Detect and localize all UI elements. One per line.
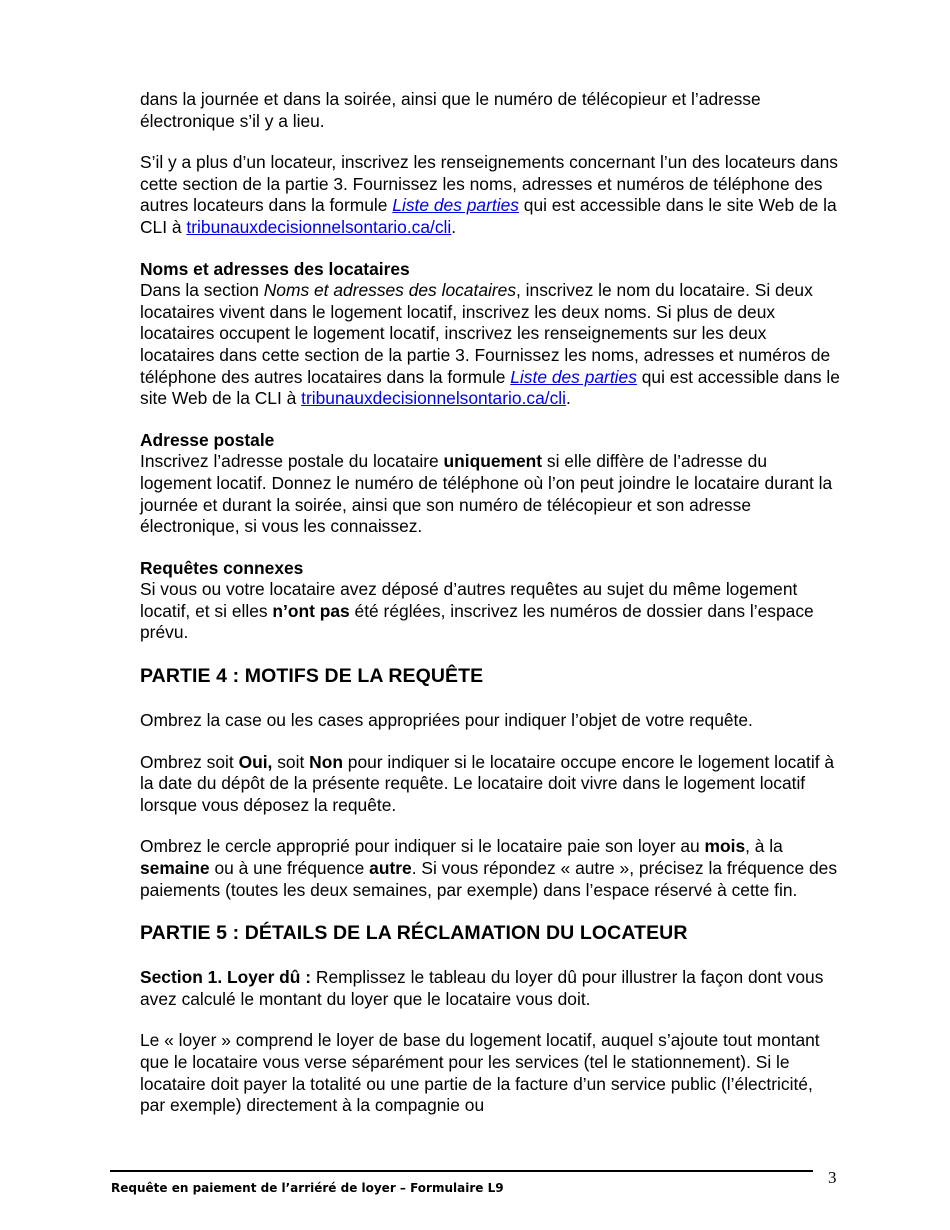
- landlords-text-3: .: [451, 216, 457, 237]
- landlords-text-1: S’il y a plus d’un locateur, inscrivez les renseignements concernant l’un des locateurs dans cette section de la partie 3. Fournissez les noms, adresses et numéros de téléphone des autres locateurs dans la formule: [140, 152, 838, 216]
- tenant-names-heading: Noms et adresses des locataires: [140, 258, 410, 279]
- footer-form-title: Requête en paiement de l’arriéré de loyer – Formulaire L9: [111, 1181, 504, 1195]
- tenants-text-2: , inscrivez le nom du locataire. Si deux locataires vivent dans le logement locatif, inscrivez les deux noms. Si plus de deux locataires occupent le logement locatif, inscrivez les renseignements sur les deux locataires dans cette section de la partie 3. Fournissez les noms, adresses et numéros de téléphone des autres locataires dans la formule: [140, 280, 831, 387]
- section-related-applications: [140, 558, 840, 644]
- part4-p3-text-4: . Si vous répondez « autre », précisez la fréquence des paiements (toutes les deux semaines, par exemple) dans l’espace réservé à cette fin.: [140, 858, 838, 900]
- related-applications-heading: Requêtes connexes: [140, 557, 304, 578]
- part4-p3-bold-week: semaine: [140, 858, 210, 879]
- part4-p3-text-3: ou à une fréquence: [209, 858, 370, 879]
- ltb-website-link-2[interactable]: tribunauxdecisionnelsontario.ca/cli: [301, 388, 567, 409]
- tenants-text-4: .: [566, 388, 571, 409]
- part-4-paragraph-3: [140, 836, 840, 901]
- liste-des-parties-link-2[interactable]: Liste des parties: [510, 366, 637, 387]
- page-body: [140, 89, 840, 1137]
- tenants-text-1: Dans la section: [140, 280, 264, 301]
- part4-p1-text: Ombrez la case ou les cases appropriées pour indiquer l’objet de votre requête.: [140, 710, 753, 731]
- related-bold-not: n’ont pas: [272, 600, 350, 621]
- part5-section-1-label: Section 1. Loyer dû :: [140, 967, 312, 988]
- paragraph-intro: [140, 89, 840, 132]
- intro-text: dans la journée et dans la soirée, ainsi que le numéro de télécopieur et l’adresse électronique s’il y a lieu.: [140, 89, 761, 131]
- postal-bold-only: uniquement: [443, 451, 543, 472]
- part4-p3-bold-month: mois: [704, 836, 746, 857]
- part-5-paragraph-2: [140, 1030, 840, 1116]
- part5-p2-text: Le « loyer » comprend le loyer de base du logement locatif, auquel s’ajoute tout montant que le locataire vous verse séparément pour les services (tel le stationnement). Si le locataire doit payer la totalité ou une partie de la facture d’un service public (l’électricité, par exemple) directement à la compagnie ou: [140, 1030, 820, 1116]
- postal-text-2: si elle diffère de l’adresse du logement locatif. Donnez le numéro de téléphone où l’on peut joindre le locataire durant la journée et durant la soirée, ainsi que son numéro de télécopieur et son adresse électronique, si vous les connaissez.: [140, 451, 833, 537]
- related-text-1: Si vous ou votre locataire avez déposé d’autres requêtes au sujet du même logement locatif, et si elles: [140, 579, 798, 621]
- section-tenant-names: [140, 259, 840, 410]
- tenants-text-3: qui est accessible dans le site Web de la CLI à: [140, 366, 840, 409]
- page-number: 3: [828, 1168, 837, 1187]
- part4-p3-bold-other: autre: [369, 858, 412, 879]
- liste-des-parties-link[interactable]: Liste des parties: [392, 195, 519, 216]
- postal-text-1: Inscrivez l’adresse postale du locataire: [140, 451, 444, 472]
- paragraph-multiple-landlords: [140, 152, 840, 238]
- part4-p3-text-1: Ombrez le cercle approprié pour indiquer si le locataire paie son loyer au: [140, 836, 705, 857]
- postal-address-heading: Adresse postale: [140, 429, 275, 450]
- part4-p2-bold-no: Non: [309, 751, 343, 772]
- part-5-title: PARTIE 5 : DÉTAILS DE LA RÉCLAMATION DU LOCATEUR: [140, 922, 688, 945]
- part-4-title: PARTIE 4 : MOTIFS DE LA REQUÊTE: [140, 665, 484, 688]
- part4-p2-text-3: pour indiquer si le locataire occupe encore le logement locatif à la date du dépôt de la présente requête. Le locataire doit vivre dans le logement locatif lorsque vous déposez la requête.: [140, 751, 835, 815]
- footer-divider: [110, 1170, 813, 1172]
- part-4-paragraph-1: [140, 710, 840, 732]
- related-text-2: été réglées, inscrivez les numéros de dossier dans l’espace prévu.: [140, 600, 814, 643]
- part-4-paragraph-2: [140, 752, 840, 817]
- ltb-website-link[interactable]: tribunauxdecisionnelsontario.ca/cli: [186, 216, 452, 237]
- tenants-section-name: Noms et adresses des locataires: [263, 280, 517, 301]
- landlords-text-2: qui est accessible dans le site Web de la CLI à: [140, 195, 837, 237]
- part4-p3-text-2: , à la: [745, 836, 783, 857]
- section-postal-address: [140, 430, 840, 538]
- part-5-paragraph-1: [140, 967, 840, 1010]
- part4-p2-text-1: Ombrez soit: [140, 751, 239, 772]
- part5-p1-text: Remplissez le tableau du loyer dû pour illustrer la façon dont vous avez calculé le montant du loyer que le locataire vous doit.: [140, 967, 824, 1009]
- part4-p2-text-2: soit: [272, 751, 310, 772]
- part4-p2-bold-yes: Oui,: [238, 751, 273, 772]
